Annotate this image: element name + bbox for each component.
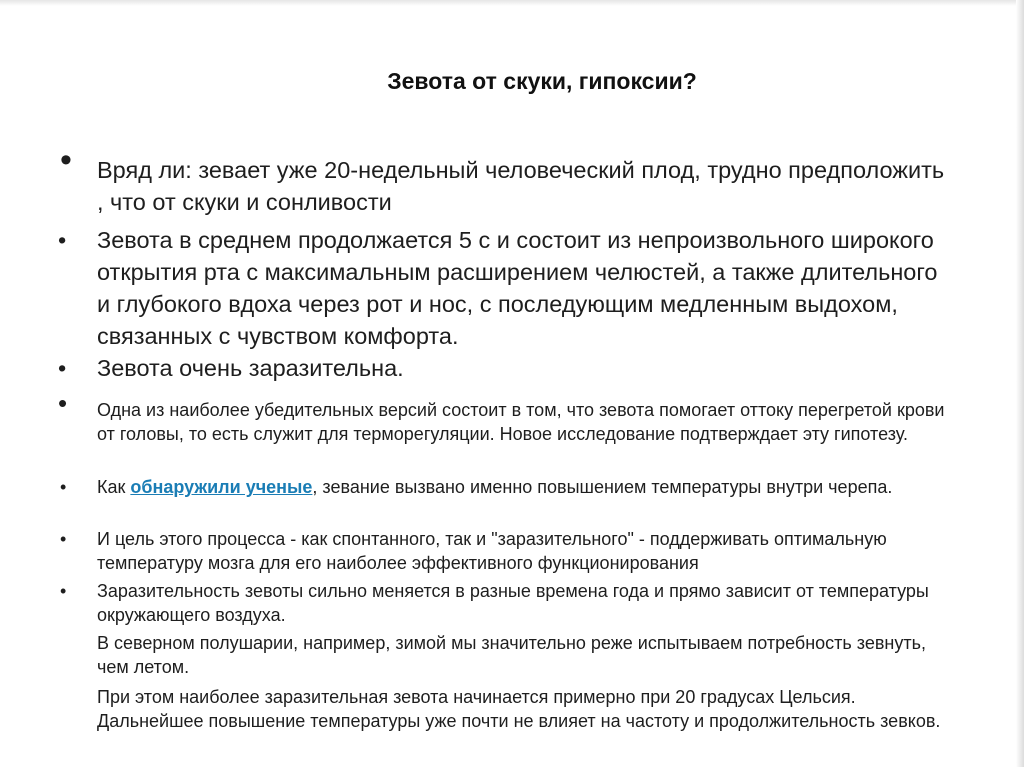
slide-top-shadow xyxy=(0,0,1024,6)
bullet-icon: • xyxy=(60,141,72,179)
bullet-icon: • xyxy=(58,355,67,381)
bullet-icon: • xyxy=(60,529,67,549)
list-item-suffix: , зевание вызвано именно повышением температуры внутри черепа. xyxy=(312,477,893,497)
bullet-icon: • xyxy=(58,227,67,253)
list-item xyxy=(97,475,957,499)
bullet-icon: • xyxy=(60,477,67,497)
slide-title: Зевота от скуки, гипоксии? xyxy=(387,68,697,94)
paragraph: В северном полушарии, например, зимой мы значительно реже испытываем потребность зевнуть, чем летом. xyxy=(97,633,926,677)
list-item: Одна из наиболее убедительных версий состоит в том, что зевота помогает оттоку перегретой крови от головы, то есть служит для терморегуляции. Новое исследование подтверждает эту гипотезу. xyxy=(97,400,945,444)
bullet-icon: • xyxy=(58,388,68,418)
list-item: Зевота очень заразительна. xyxy=(97,355,404,381)
paragraph: При этом наиболее заразительная зевота начинается примерно при 20 градусах Цельсия. Дальнейшее повышение температуры уже почти не влияет на частоту и продолжительность зевков. xyxy=(97,687,941,731)
list-item: Заразительность зевоты сильно меняется в разные времена года и прямо зависит от температуры окружающего воздуха. xyxy=(97,581,929,625)
list-item: Зевота в среднем продолжается 5 с и состоит из непроизвольного широкого открытия рта с максимальным расширением челюстей, а также длительного и глубокого вдоха через рот и нос, с последующим медленным выдохом, связанных с чувством комфорта. xyxy=(97,227,938,349)
list-item-prefix: Как xyxy=(97,477,131,497)
list-item: И цель этого процесса - как спонтанного, так и "заразительного" - поддерживать оптимальную температуру мозга для его наиболее эффективного функционирования xyxy=(97,529,887,573)
bullet-icon: • xyxy=(60,581,67,601)
slide-right-shadow xyxy=(1016,0,1024,767)
list-item: Вряд ли: зевает уже 20-недельный человеческий плод, трудно предположить , что от скуки и сонливости xyxy=(97,157,945,215)
scientists-link[interactable]: обнаружили ученые xyxy=(130,477,313,497)
